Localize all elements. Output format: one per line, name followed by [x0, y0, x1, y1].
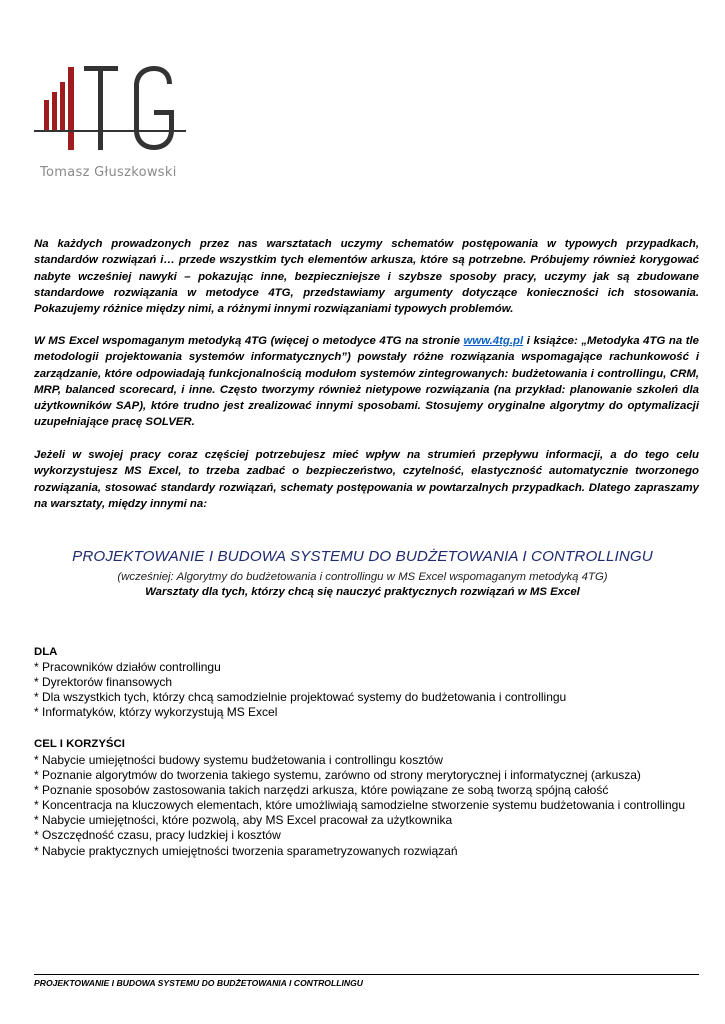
list-item: * Koncentracja na kluczowych elementach, które umożliwiają samodzielne stworzenie systemu budżetowania i controllingu: [34, 798, 685, 813]
workshop-tagline: Warsztaty dla tych, którzy chcą się nauczyć praktycznych rozwiązań w MS Excel: [145, 586, 580, 598]
list-item: * Dyrektorów finansowych: [34, 675, 173, 690]
paragraph-2-start: W MS Excel wspomaganym metodyką 4TG (więcej o metodyce 4TG na stronie: [34, 335, 464, 347]
goals-heading: CEL I KORZYŚCI: [34, 738, 125, 750]
company-logo: [30, 62, 190, 182]
workshop-former-title: (wcześniej: Algorytmy do budżetowania i controllingu w MS Excel wspomaganym metodyką 4TG): [117, 571, 608, 583]
list-item: * Pracowników działów controllingu: [34, 660, 221, 674]
list-item: * Oszczędność czasu, pracy ludzkiej i kosztów: [34, 828, 281, 843]
footer-title: PROJEKTOWANIE I BUDOWA SYSTEMU DO BUDŻETOWANIA I CONTROLLINGU: [34, 978, 363, 988]
logo-mark-icon: [30, 62, 190, 172]
list-item: * Informatyków, którzy wykorzystują MS Excel: [34, 705, 278, 720]
intro-paragraph-3: Jeżeli w swojej pracy coraz częściej potrzebujesz mieć wpływ na strumień przepływu informacji, a do tego celu wykorzystujesz MS Excel, to trzeba zadbać o bezpieczeństwo, czytelność, elastyczność automatycznie tworzonego rozwiązania, stosować standardy rozwiązań, schematy postępowania w powtarzalnych przypadkach. Dlatego zapraszamy na warsztaty, między innymi na:: [34, 449, 699, 510]
list-item: * Poznanie algorytmów do tworzenia takiego systemu, zarówno od strony merytorycznej i informatycznej (arkusza): [34, 768, 641, 783]
list-item: * Nabycie umiejętności, które pozwolą, aby MS Excel pracował za użytkownika: [34, 813, 453, 828]
list-item: * Nabycie umiejętności budowy systemu budżetowania i controllingu kosztów: [34, 753, 443, 767]
audience-heading: DLA: [34, 646, 58, 658]
audience-list: [34, 660, 566, 720]
logo-caption: Tomasz Głuszkowski: [40, 165, 177, 180]
website-link[interactable]: www.4tg.pl: [463, 335, 524, 347]
intro-paragraph-1: Na każdych prowadzonych przez nas warsztatach uczymy schematów postępowania w typowych przypadkach, standardów rozwiązań i… przede wszystkim tych elementów arkusza, które są potrzebne. Próbujemy również korygować nabyte wcześniej nawyki – pokazując inne, bezpieczniejsze i szybsze sposoby pracy, uczymy jak są zbudowane standardowe rozwiązania w metodyce 4TG, przedstawiamy argumenty dotyczące konieczności ich stosowania. Pokazujemy różnice między nimi, a różnymi innymi rozwiązaniami typowych problemów.: [34, 238, 699, 316]
footer-divider: [34, 974, 699, 975]
paragraph-2-end: i książce: „Metodyka 4TG na tle metodologii projektowania systemów informatycznych”) powstały różne rozwiązania wspomagające rachunkowość i zarządzanie, które odpowiadają funkcjonalnością modułom systemów zintegrowanych: budżetowania i controllingu, CRM, MRP, balanced scorecard, i inne. Często tworzymy również nietypowe rozwiązania (na przykład: planowanie szkoleń dla użytkowników SAP), które trudno jest zrealizować innymi sposobami. Stosujemy oryginalne algorytmy do optymalizacji uzupełniające pracę SOLVER.: [34, 335, 700, 429]
list-item: * Dla wszystkich tych, którzy chcą samodzielnie projektować systemy do budżetowania i controllingu: [34, 690, 567, 705]
workshop-title: PROJEKTOWANIE I BUDOWA SYSTEMU DO BUDŻETOWANIA I CONTROLLINGU: [72, 548, 653, 565]
goals-list: [34, 753, 685, 859]
intro-paragraph-2: [34, 333, 699, 431]
list-item: * Poznanie sposobów zastosowania takich narzędzi arkusza, które powiązane ze sobą tworzą spójną całość: [34, 783, 609, 798]
list-item: * Nabycie praktycznych umiejętności tworzenia sparametryzowanych rozwiązań: [34, 843, 458, 858]
